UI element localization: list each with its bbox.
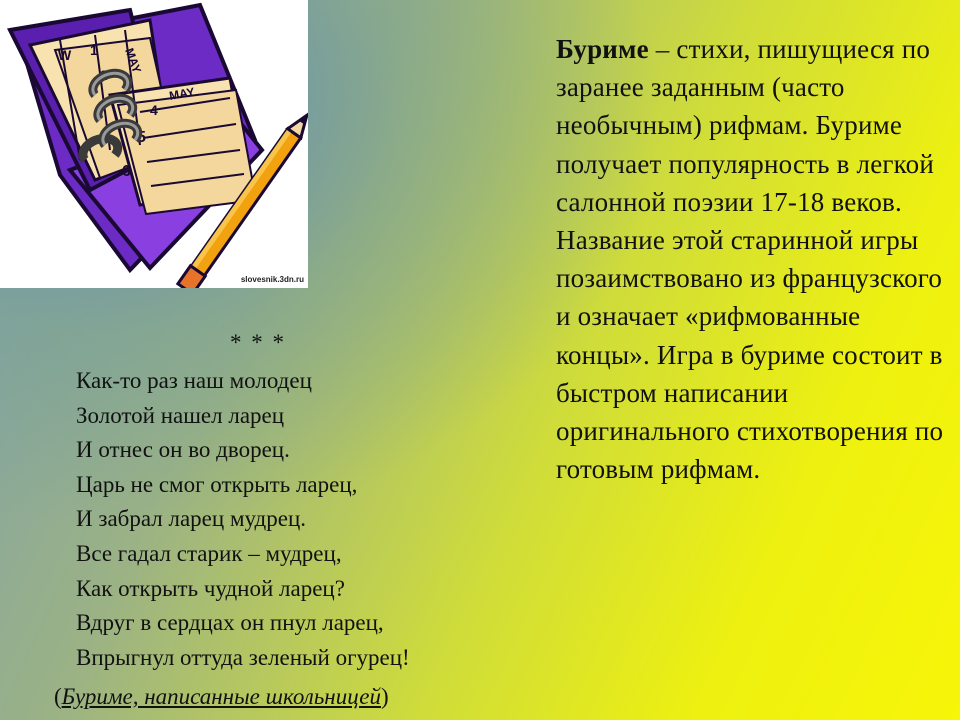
calendar-label: MAY — [168, 84, 196, 103]
calendar-label: MAY — [122, 46, 145, 76]
poem-line: Как открыть чудной ларец? — [76, 575, 345, 601]
poem-line: Вдруг в сердцах он пнул ларец, — [76, 610, 384, 636]
calendar-label: 5 — [137, 129, 146, 146]
poem-line: Золотой нашел ларец — [76, 402, 285, 428]
calendar-label: 2 — [100, 67, 108, 83]
definition-body: – стихи, пишущиеся по заранее заданным (часто необычным) рифмам. Буриме получает популярность в легкой салонной поэзии 17-18 веков. Название этой старинной игры позаимствовано из французского и означает «рифмованные концы». Игра в буриме состоит в быстром написании оригинального стихотворения по готовым рифмам. — [556, 34, 944, 485]
poem-line: Царь не смог открыть ларец, — [76, 471, 358, 497]
watermark: slovesnik.3dn.ru — [240, 275, 304, 284]
poem-line: Впрыгнул оттуда зеленый огурец! — [76, 644, 410, 670]
caption-close-paren: ) — [381, 684, 389, 709]
caption-open-paren: ( — [54, 684, 62, 709]
caption-link[interactable]: Буриме, написанные школьницей — [61, 684, 381, 709]
calendar-label: 1 — [90, 42, 98, 58]
poem-caption — [54, 680, 389, 715]
calendar-label: 4 — [150, 102, 158, 118]
poem-line: Как-то раз наш молодец — [76, 368, 312, 393]
poem-line: И отнес он во дворец. — [76, 437, 290, 463]
notebook-illustration — [0, 0, 308, 288]
notebook-with-pencil-icon — [0, 0, 308, 288]
calendar-label: 6 — [122, 163, 131, 180]
calendar-label: W — [58, 47, 72, 63]
poem-lines — [76, 364, 410, 675]
definition-text — [556, 30, 946, 488]
poem-line: Все гадал старик – мудрец, — [76, 540, 342, 566]
poem-stars: * * * — [230, 330, 286, 355]
poem-line: И забрал ларец мудрец. — [76, 506, 307, 532]
definition-term: Буриме — [556, 34, 649, 64]
